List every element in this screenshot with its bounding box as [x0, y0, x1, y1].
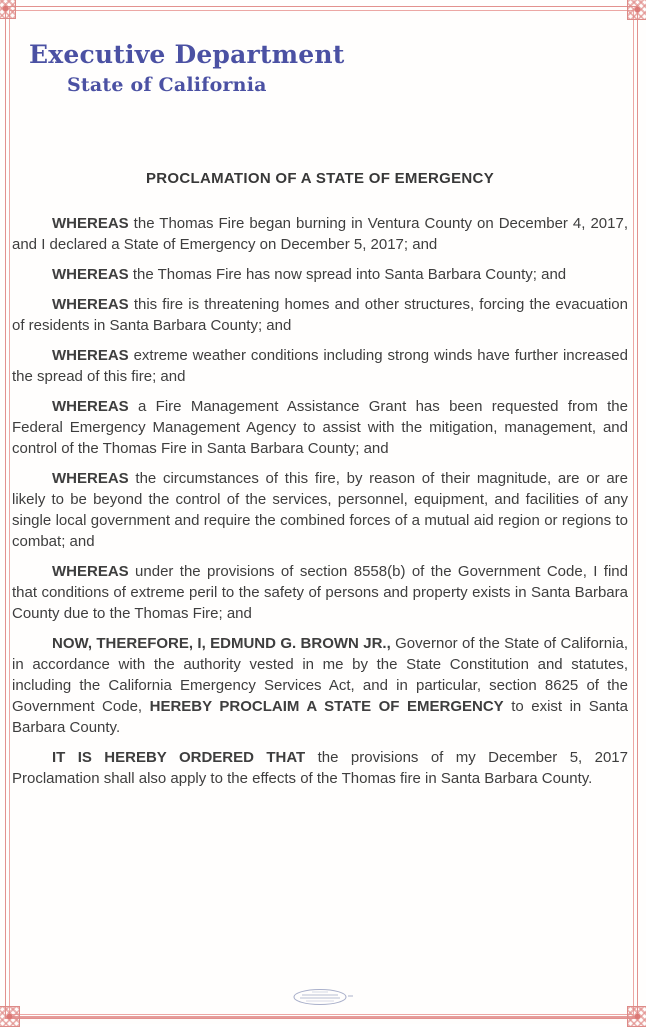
paragraph-text: to exist in Santa Barbara County. [12, 698, 628, 736]
paragraph-text: the circumstances of this fire, by reason of their magnitude, are or are likely to be beyond the control of the services, personnel, equipment, and facilities of any single local government and require the combined forces of a mutual aid region or regions to combat; and [12, 470, 628, 550]
document-content [12, 0, 628, 798]
body-paragraph [12, 345, 628, 387]
paragraph-text: Governor of the State of California, in accordance with the authority vested in me by the State Constitution and statutes, including the California Emergency Services Act, and in particular, section 8625 of the Government Code, [12, 635, 628, 715]
paragraph-text: this fire is threatening homes and other structures, forcing the evacuation of residents in Santa Barbara County; and [12, 296, 628, 334]
border-bottom-rule [5, 1016, 638, 1018]
body-paragraph [12, 396, 628, 459]
paragraph-bold-phrase: WHEREAS [52, 296, 129, 313]
paragraph-bold-phrase: WHEREAS [52, 266, 129, 283]
paragraph-bold-phrase: WHEREAS [52, 347, 129, 364]
body-paragraph [12, 633, 628, 738]
union-label-seal-icon [292, 988, 354, 1011]
body-paragraph [12, 468, 628, 552]
paragraph-text: extreme weather conditions including strong winds have further increased the spread of this fire; and [12, 347, 628, 385]
body-paragraph [12, 213, 628, 255]
paragraph-text: the Thomas Fire has now spread into Santa Barbara County; and [128, 266, 567, 283]
paragraph-bold-phrase: NOW, THEREFORE, I, EDMUND G. BROWN JR., [52, 635, 391, 652]
paragraph-text: the Thomas Fire began burning in Ventura County on December 4, 2017, and I declared a State of Emergency on December 5, 2017; and [12, 215, 628, 253]
paragraph-bold-phrase: WHEREAS [52, 398, 129, 415]
letterhead-state: State of California [67, 74, 267, 96]
document-title: PROCLAMATION OF A STATE OF EMERGENCY [145, 170, 494, 187]
paragraph-text: under the provisions of section 8558(b) of the Government Code, I find that conditions of extreme peril to the safety of persons and property exists in Santa Barbara County due to the Thomas Fire; and [12, 563, 628, 622]
border-corner-ornament-top-right [627, 0, 646, 20]
paragraph-text: the provisions of my December 5, 2017 Proclamation shall also apply to the effects of the Thomas fire in Santa Barbara County. [12, 749, 628, 787]
paragraph-text: a Fire Management Assistance Grant has been requested from the Federal Emergency Management Agency to assist with the mitigation, management, and control of the Thomas Fire in Santa Barbara County; and [12, 398, 628, 457]
body-paragraph [12, 561, 628, 624]
paragraph-bold-phrase: WHEREAS [52, 563, 129, 580]
body-paragraph [12, 294, 628, 336]
body-paragraph [12, 264, 628, 285]
body-paragraph [12, 747, 628, 789]
letterhead-department: Executive Department [29, 40, 345, 69]
document-body [12, 213, 628, 789]
paragraph-bold-phrase: WHEREAS [52, 470, 129, 487]
paragraph-bold-phrase: HEREBY PROCLAIM A STATE OF EMERGENCY [149, 698, 504, 715]
paragraph-bold-phrase: WHEREAS [52, 215, 129, 232]
paragraph-bold-phrase: IT IS HEREBY ORDERED THAT [52, 749, 306, 766]
